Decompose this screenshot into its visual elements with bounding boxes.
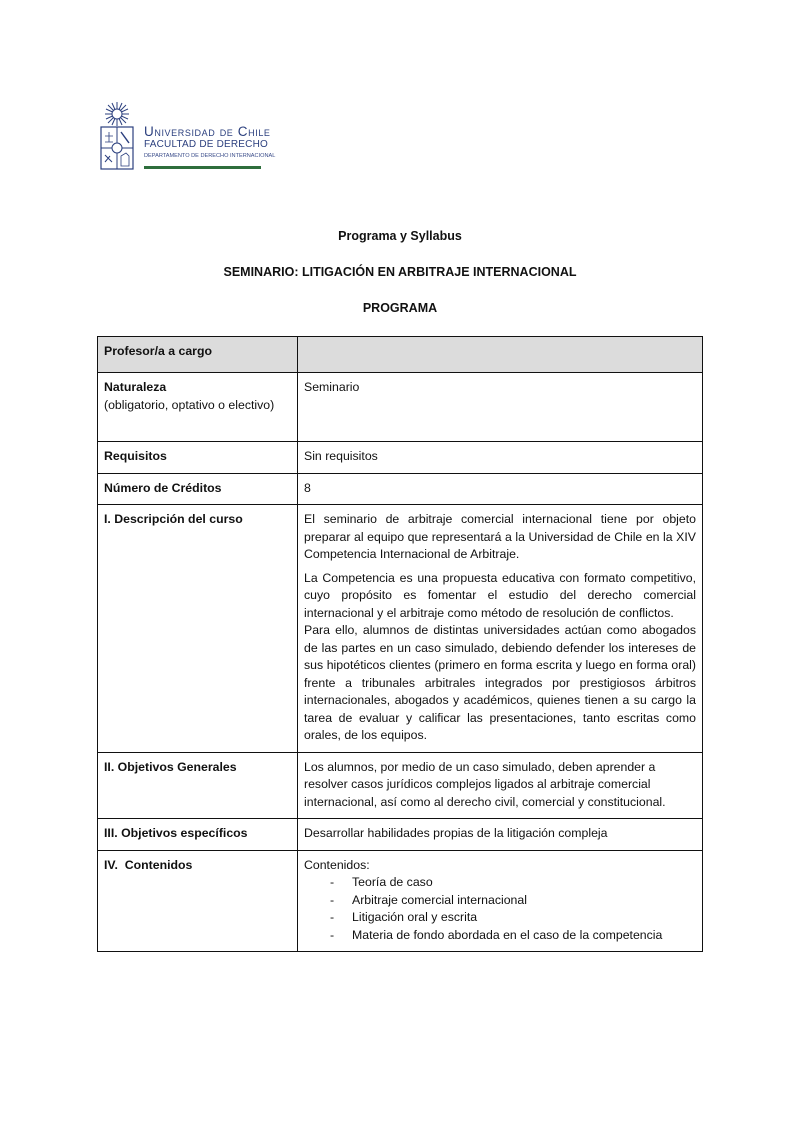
naturaleza-label-cell [98,373,298,442]
descripcion-paragraph-2: La Competencia es una propuesta educativa con formato competitivo, cuyo propósito es fomentar el estudio del derecho comercial internacional y el arbitraje como método de resolución de conflictos. [304,570,696,620]
contenidos-value [298,850,703,952]
logo-divider-bar [144,166,261,169]
faculty-name: FACULTAD DE DERECHO [144,139,269,150]
requisitos-label: Requisitos [98,442,298,474]
university-logo [100,100,300,172]
department-name: DEPARTAMENTO DE DERECHO INTERNACIONAL [144,153,276,159]
objetivos-especificos-label: III. Objetivos específicos [98,819,298,851]
objetivos-generales-value: Los alumnos, por medio de un caso simulado, deben aprender a resolver casos jurídicos complejos ligados al arbitraje comercial internacional, así como al derecho civil, comercial y constitucional. [298,752,703,819]
document-title: Programa y Syllabus [338,229,462,243]
table-row-profesor [98,337,703,373]
table-row-requisitos [98,442,703,474]
table-row-descripcion [98,505,703,753]
creditos-value: 8 [298,473,703,505]
list-item [330,927,696,945]
objetivos-especificos-value: Desarrollar habilidades propias de la litigación compleja [298,819,703,851]
descripcion-label: I. Descripción del curso [98,505,298,753]
section-title: PROGRAMA [362,301,438,315]
naturaleza-value: Seminario [298,373,703,442]
program-table [97,336,703,952]
list-item [330,892,696,910]
objetivos-generales-label: II. Objetivos Generales [98,752,298,819]
dash-bullet-icon: - [330,875,335,889]
course-title: SEMINARIO: LITIGACIÓN EN ARBITRAJE INTERNACIONAL [223,265,577,279]
table-row-objetivos-especificos [98,819,703,851]
list-item [330,874,696,892]
list-item-text: Materia de fondo abordada en el caso de la competencia [352,927,663,942]
table-row-contenidos [98,850,703,952]
naturaleza-label: Naturaleza [104,380,167,394]
descripcion-paragraph-1: El seminario de arbitraje comercial internacional tiene por objeto preparar al equipo que representará a la Universidad de Chile en la XIV Competencia Internacional de Arbitraje. [304,512,696,561]
creditos-label: Número de Créditos [98,473,298,505]
table-row-naturaleza [98,373,703,442]
contenidos-label: IV. Contenidos [98,850,298,952]
contenidos-list [304,874,696,944]
descripcion-paragraph-3: Para ello, alumnos de distintas universidades actúan como abogados de las partes en un caso simulado, debiendo defender los intereses de sus hipotéticos clientes (primero en forma escrita y luego en forma oral) frente a tribunales arbitrales integrados por prestigiosos árbitros internacionales, abogados y académicos, quienes tienen a su cargo la tarea de evaluar y calificar las presentaciones, tanto escritas como orales, de los equipos. [304,623,696,742]
list-item-text: Litigación oral y escrita [352,910,478,924]
list-item-text: Arbitraje comercial internacional [352,892,527,907]
descripcion-value [298,505,703,753]
contenidos-intro: Contenidos: [304,857,370,872]
requisitos-value: Sin requisitos [298,442,703,474]
dash-bullet-icon: - [330,910,335,924]
naturaleza-sublabel: (obligatorio, optativo o electivo) [104,397,275,412]
profesor-value [298,337,703,373]
dash-bullet-icon: - [330,927,335,942]
profesor-label: Profesor/a a cargo [98,337,298,373]
list-item-text: Teoría de caso [352,875,433,889]
table-row-objetivos-generales [98,752,703,819]
table-row-creditos [98,473,703,505]
dash-bullet-icon: - [330,892,335,907]
university-crest-icon [100,100,134,170]
university-name: Universidad de Chile [144,124,271,139]
list-item [330,909,696,927]
